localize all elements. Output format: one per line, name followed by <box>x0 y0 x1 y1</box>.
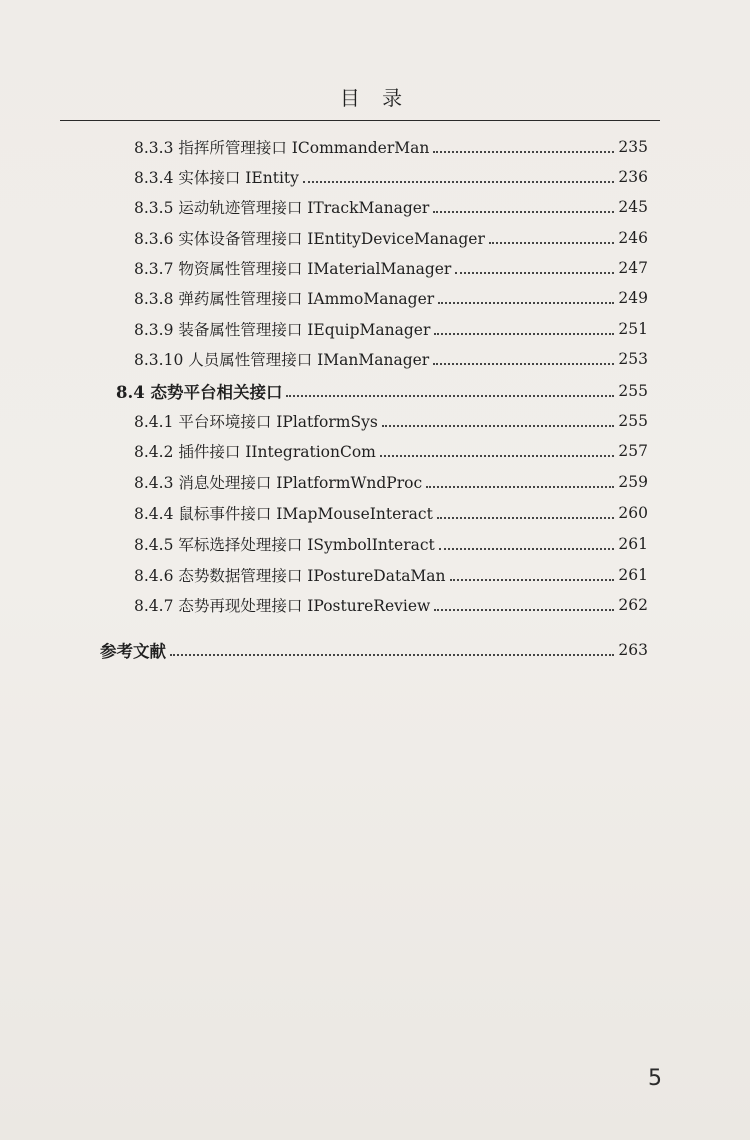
toc-entry-page: 251 <box>618 320 648 338</box>
toc-entry-page: 247 <box>618 259 648 277</box>
toc-entry <box>134 560 648 590</box>
toc-entry <box>134 498 648 528</box>
toc-entry <box>134 162 648 192</box>
toc-leader-dots <box>433 150 614 153</box>
toc-leader-dots <box>450 578 615 581</box>
toc-entry-label: 8.3.7 物资属性管理接口 IMaterialManager <box>134 260 452 278</box>
toc-leader-dots <box>286 394 614 397</box>
toc-entry-label: 8.4.3 消息处理接口 IPlatformWndProc <box>134 474 423 492</box>
toc-leader-dots <box>382 424 615 427</box>
toc-entry-page: 255 <box>618 412 648 430</box>
toc-leader-dots <box>434 332 614 335</box>
toc-entry <box>134 283 648 313</box>
toc-entry-label: 8.4.2 插件接口 IIntegrationCom <box>134 443 376 461</box>
toc-entry-page: 249 <box>618 289 648 307</box>
toc-entry-label: 8.3.9 装备属性管理接口 IEquipManager <box>134 321 431 339</box>
toc-leader-dots <box>437 516 615 519</box>
toc-entry-page: 262 <box>618 596 648 614</box>
toc-entry-label: 8.4.7 态势再现处理接口 IPostureReview <box>134 597 431 615</box>
toc-entry-label: 8.4.1 平台环境接口 IPlatformSys <box>134 413 378 431</box>
toc-entry-page: 236 <box>618 168 648 186</box>
toc-entry-label: 8.4 态势平台相关接口 <box>116 383 283 402</box>
toc-entry-page: 257 <box>618 442 648 460</box>
toc-entry-label: 8.3.6 实体设备管理接口 IEntityDeviceManager <box>134 230 485 248</box>
toc-entry-label: 8.3.8 弹药属性管理接口 IAmmoManager <box>134 290 435 308</box>
header-rule <box>60 120 660 121</box>
toc-chapter-entry <box>100 635 648 665</box>
toc-leader-dots <box>303 180 615 183</box>
toc-entry-label: 8.4.4 鼠标事件接口 IMapMouseInteract <box>134 505 433 523</box>
toc-section-entry <box>116 376 648 406</box>
toc-leader-dots <box>433 362 614 365</box>
toc-entry-label: 8.4.5 军标选择处理接口 ISymbolInteract <box>134 536 435 554</box>
toc-entry <box>134 314 648 344</box>
toc-entry-page: 245 <box>618 198 648 216</box>
toc-leader-dots <box>380 454 615 457</box>
toc-entry <box>134 344 648 374</box>
toc-entry-label: 8.3.5 运动轨迹管理接口 ITrackManager <box>134 199 430 217</box>
toc-entry-label: 8.4.6 态势数据管理接口 IPostureDataMan <box>134 567 446 585</box>
toc-leader-dots <box>439 547 615 550</box>
toc-entry <box>134 529 648 559</box>
toc-entry <box>134 132 648 162</box>
toc-leader-dots <box>433 210 614 213</box>
toc-entry <box>134 590 648 620</box>
toc-entry-page: 263 <box>618 641 648 659</box>
toc-entry <box>134 436 648 466</box>
toc-leader-dots <box>438 301 614 304</box>
toc-entry-page: 260 <box>618 504 648 522</box>
toc-entry-label: 参考文献 <box>100 642 166 661</box>
toc-entry <box>134 467 648 497</box>
toc-entry-page: 255 <box>618 382 648 400</box>
toc-entry <box>134 406 648 436</box>
toc-leader-dots <box>489 241 615 244</box>
toc-leader-dots <box>455 271 614 274</box>
toc-entry-page: 235 <box>618 138 648 156</box>
page-number: 5 <box>648 1066 662 1091</box>
toc-entry <box>134 253 648 283</box>
toc-entry-page: 261 <box>618 566 648 584</box>
toc-leader-dots <box>434 608 614 611</box>
toc-entry-label: 8.3.10 人员属性管理接口 IManManager <box>134 351 430 369</box>
toc-entry-label: 8.3.3 指挥所管理接口 ICommanderMan <box>134 139 430 157</box>
toc-entry-page: 261 <box>618 535 648 553</box>
toc-entry <box>134 192 648 222</box>
toc-entry <box>134 223 648 253</box>
toc-entry-page: 246 <box>618 229 648 247</box>
toc-entry-page: 259 <box>618 473 648 491</box>
toc-entry-page: 253 <box>618 350 648 368</box>
toc-leader-dots <box>170 653 614 656</box>
toc-leader-dots <box>426 485 614 488</box>
page-title: 目 录 <box>339 86 411 110</box>
toc-entry-label: 8.3.4 实体接口 IEntity <box>134 169 299 187</box>
